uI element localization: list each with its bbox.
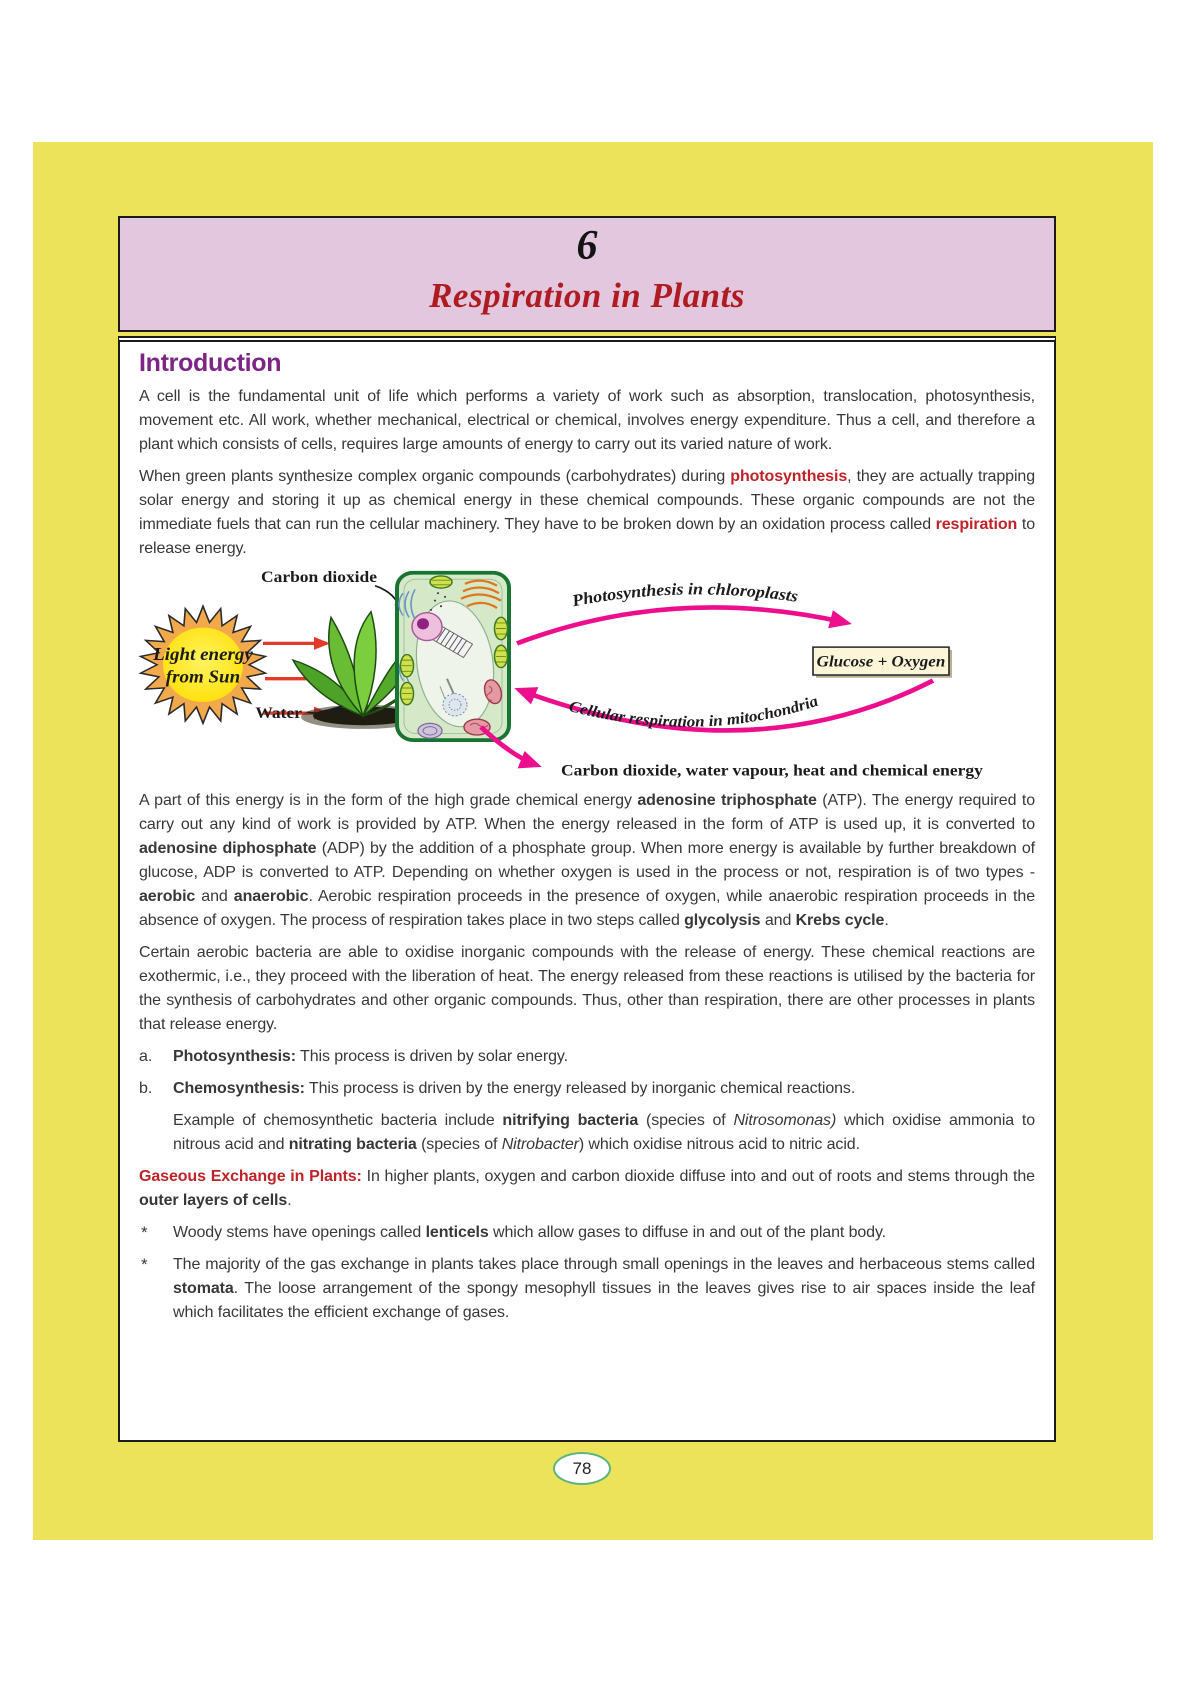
list-item-chemosynthesis: [139, 1077, 1035, 1101]
chapter-title: Respiration in Plants: [429, 276, 745, 315]
photosynthesis-respiration-diagram: [135, 569, 1035, 781]
respiration-arc-label: Cellular respiration in mitochondria: [566, 691, 821, 731]
chapter-number: 6: [576, 223, 598, 269]
bullet-marker-2: *: [141, 1255, 148, 1274]
bullet-item-lenticels: [139, 1221, 1035, 1245]
paragraph-chemosynthetic-example: Example of chemosynthetic bacteria include nitrifying bacteria (species of Nitrosomonas) which oxidise ammonia to nitrous acid and nitrating bacteria (species of Nitrobacter) which oxidise nitrous acid to nitric acid.: [173, 1112, 1035, 1153]
list-marker-b: b.: [139, 1080, 153, 1097]
page-number-badge: [553, 1452, 611, 1485]
carbon-dioxide-label: Carbon dioxide: [260, 569, 378, 586]
list-text-chemosynthesis: Chemosynthesis: This process is driven by the energy released by inorganic chemical reactions.: [173, 1080, 856, 1097]
section-heading-introduction: Introduction: [139, 349, 282, 377]
list-text-photosynthesis: Photosynthesis: This process is driven by solar energy.: [173, 1048, 568, 1065]
paragraph-photosynthesis-respiration: When green plants synthesize complex organic compounds (carbohydrates) during photosynthesis, they are actually trapping solar energy and storing it up as chemical energy in these chemical compounds. These organic compounds are not the immediate fuels that can run the cellular machinery. They have to be broken down by an oxidation process called respiration to release energy.: [139, 468, 1035, 557]
water-label: Water: [255, 703, 302, 722]
photosynthesis-arc-label: Photosynthesis in chloroplasts: [570, 579, 800, 611]
sun-icon: [141, 606, 266, 723]
diagram-canvas: [135, 569, 1035, 781]
respiration-products-label: Carbon dioxide, water vapour, heat and chemical energy: [561, 760, 983, 780]
glucose-oxygen-label: Glucose + Oxygen: [816, 652, 946, 671]
paragraph-atp-energy: A part of this energy is in the form of the high grade chemical energy adenosine triphosphate (ATP). The energy required to carry out any kind of work is provided by ATP. When the energy released in the form of ATP is used up, it is converted to adenosine diphosphate (ADP) by the addition of a phosphate group. When more energy is available by further breakdown of glucose, ADP is converted to ATP. Depending on whether oxygen is used in the process or not, respiration is of two types - aerobic and anaerobic. Aerobic respiration proceeds in the presence of oxygen, while anaerobic respiration proceeds in the absence of oxygen. The process of respiration takes place in two steps called glycolysis and Krebs cycle.: [139, 792, 1036, 929]
bullet-marker-1: *: [141, 1223, 148, 1242]
list-marker-a: a.: [139, 1048, 153, 1065]
paragraph-aerobic-bacteria: Certain aerobic bacteria are able to oxidise inorganic compounds with the release of energy. These chemical reactions are exothermic, i.e., they proceed with the liberation of heat. The energy released from these reactions is utilised by the bacteria for the synthesis of carbohydrates and other organic compounds. Thus, other than respiration, there are other processes in plants that release energy.: [139, 944, 1035, 1033]
glucose-oxygen-box: [813, 647, 952, 678]
bullet-item-stomata: [139, 1253, 1035, 1325]
bullet-text-stomata: The majority of the gas exchange in plants takes place through small openings in the leaves and herbaceous stems called stomata. The loose arrangement of the spongy mesophyll tissues in the leaves gives rise to air spaces inside the leaf which facilitates the efficient exchange of gases.: [173, 1256, 1035, 1321]
paragraph-cell-energy: A cell is the fundamental unit of life which performs a variety of work such as absorption, translocation, photosynthesis, movement etc. All work, whether mechanical, electrical or chemical, involves energy expenditure. Thus a cell, and therefore a plant which consists of cells, requires large amounts of energy to carry out its varied nature of work.: [139, 388, 1035, 453]
paragraph-gaseous-exchange: Gaseous Exchange in Plants: In higher plants, oxygen and carbon dioxide diffuse into and out of roots and stems through the outer layers of cells.: [139, 1168, 1035, 1209]
bullet-text-lenticels: Woody stems have openings called lenticels which allow gases to diffuse in and out of the plant body.: [173, 1224, 887, 1241]
sun-label-line2: from Sun: [165, 667, 241, 687]
page-number: 78: [572, 1459, 592, 1478]
sun-label-line1: Light energy: [153, 644, 253, 664]
plant-cell-illustration: [397, 573, 509, 740]
list-item-photosynthesis: [139, 1045, 1035, 1069]
photosynthesis-arc-arrow: [517, 607, 847, 643]
content-box: [118, 336, 1056, 1442]
chapter-header: [118, 216, 1056, 332]
